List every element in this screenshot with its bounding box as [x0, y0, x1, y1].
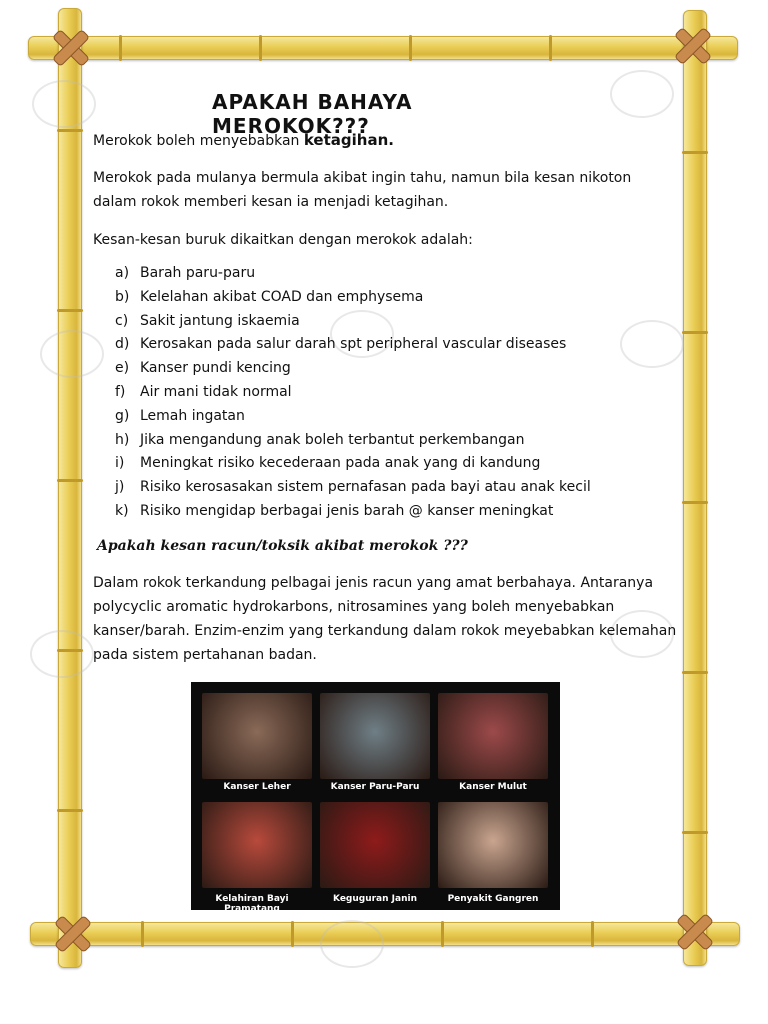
bamboo-frame-left: [58, 8, 82, 968]
photo-premature-baby: [202, 802, 312, 888]
watermark-logo: [610, 70, 674, 118]
paragraph-origin: Merokok pada mulanya bermula akibat ingin tahu, namun bila kesan nikoton dalam rokok memberi kesan ia menjadi ketagihan.: [93, 170, 632, 210]
photo-caption: Kanser Paru-Paru: [330, 782, 420, 792]
list-marker: b): [115, 288, 130, 305]
list-item: [115, 262, 591, 286]
bamboo-frame-right: [683, 10, 707, 966]
list-item: [115, 452, 591, 476]
list-marker: f): [115, 383, 126, 400]
list-item: [115, 333, 591, 357]
photo-caption: Kanser Leher: [223, 782, 291, 792]
list-text: Kanser pundi kencing: [140, 360, 291, 377]
list-marker: j): [115, 479, 125, 496]
list-item: [115, 286, 591, 310]
list-marker: i): [115, 455, 125, 472]
list-text: Jika mengandung anak boleh terbantut perkembangan: [140, 431, 525, 448]
photo-lung-cancer: [320, 693, 430, 779]
list-item: [115, 405, 591, 429]
watermark-logo: [40, 330, 104, 378]
list-marker: g): [115, 407, 130, 424]
list-text: Risiko mengidap berbagai jenis barah @ kanser meningkat: [140, 502, 554, 519]
photo-gangrene: [438, 802, 548, 888]
list-item: [115, 357, 591, 381]
list-marker: d): [115, 336, 130, 353]
list-item: [115, 429, 591, 453]
list-text: Kelelahan akibat COAD dan emphysema: [140, 288, 424, 305]
bamboo-frame-top: [28, 36, 738, 60]
watermark-logo: [620, 320, 684, 368]
list-marker: e): [115, 360, 130, 377]
paragraph-toxins: Dalam rokok terkandung pelbagai jenis racun yang amat berbahaya. Antaranya polycyclic aromatic hydrokarbons, nitrosamines yang boleh menyebabkan kanser/barah. Enzim-enzim yang terkandung dalam rokok meyebabkan kelemahan pada sistem pertahanan badan.: [93, 575, 677, 663]
list-text: Risiko kerosasakan sistem pernafasan pada bayi atau anak kecil: [140, 479, 591, 496]
disease-photo-grid: [191, 682, 560, 914]
watermark-logo: [320, 920, 384, 968]
watermark-logo: [32, 80, 96, 128]
paragraph-effects-intro: Kesan-kesan buruk dikaitkan dengan merokok adalah:: [93, 232, 473, 248]
list-marker: a): [115, 265, 130, 281]
intro-paragraph: [93, 128, 678, 153]
watermark-logo: [30, 630, 94, 678]
list-marker: h): [115, 431, 130, 448]
section-heading-toxins: Apakah kesan racun/toksik akibat merokok ???: [97, 538, 468, 554]
list-text: Air mani tidak normal: [140, 383, 292, 400]
bamboo-frame-bottom: [30, 922, 740, 946]
photo-caption: Penyakit Gangren: [447, 894, 539, 904]
list-text: Kerosakan pada salur darah spt peripheral vascular diseases: [140, 336, 567, 353]
list-text: Sakit jantung iskaemia: [140, 312, 300, 329]
photo-caption: Kanser Mulut: [459, 782, 527, 792]
list-marker: c): [115, 312, 129, 329]
photo-neck-cancer: [202, 693, 312, 779]
list-text: Lemah ingatan: [140, 407, 245, 424]
list-item: [115, 476, 591, 500]
list-text: Barah paru-paru: [140, 265, 256, 281]
photo-mouth-cancer: [438, 693, 548, 779]
page-title: APAKAH BAHAYA MEROKOK???: [212, 90, 413, 138]
intro-text: Merokok boleh menyebabkan: [93, 133, 304, 149]
list-item: [115, 381, 591, 405]
intro-emphasis: ketagihan.: [303, 131, 394, 149]
list-text: Meningkat risiko kecederaan pada anak yang di kandung: [140, 455, 541, 472]
list-item: [115, 310, 591, 334]
photo-caption: Keguguran Janin: [333, 894, 417, 904]
list-item: [115, 500, 591, 524]
list-marker: k): [115, 502, 129, 519]
photo-miscarriage: [320, 802, 430, 888]
effects-list: [115, 262, 591, 524]
photo-caption: Kelahiran Bayi Pramatang: [215, 894, 289, 914]
